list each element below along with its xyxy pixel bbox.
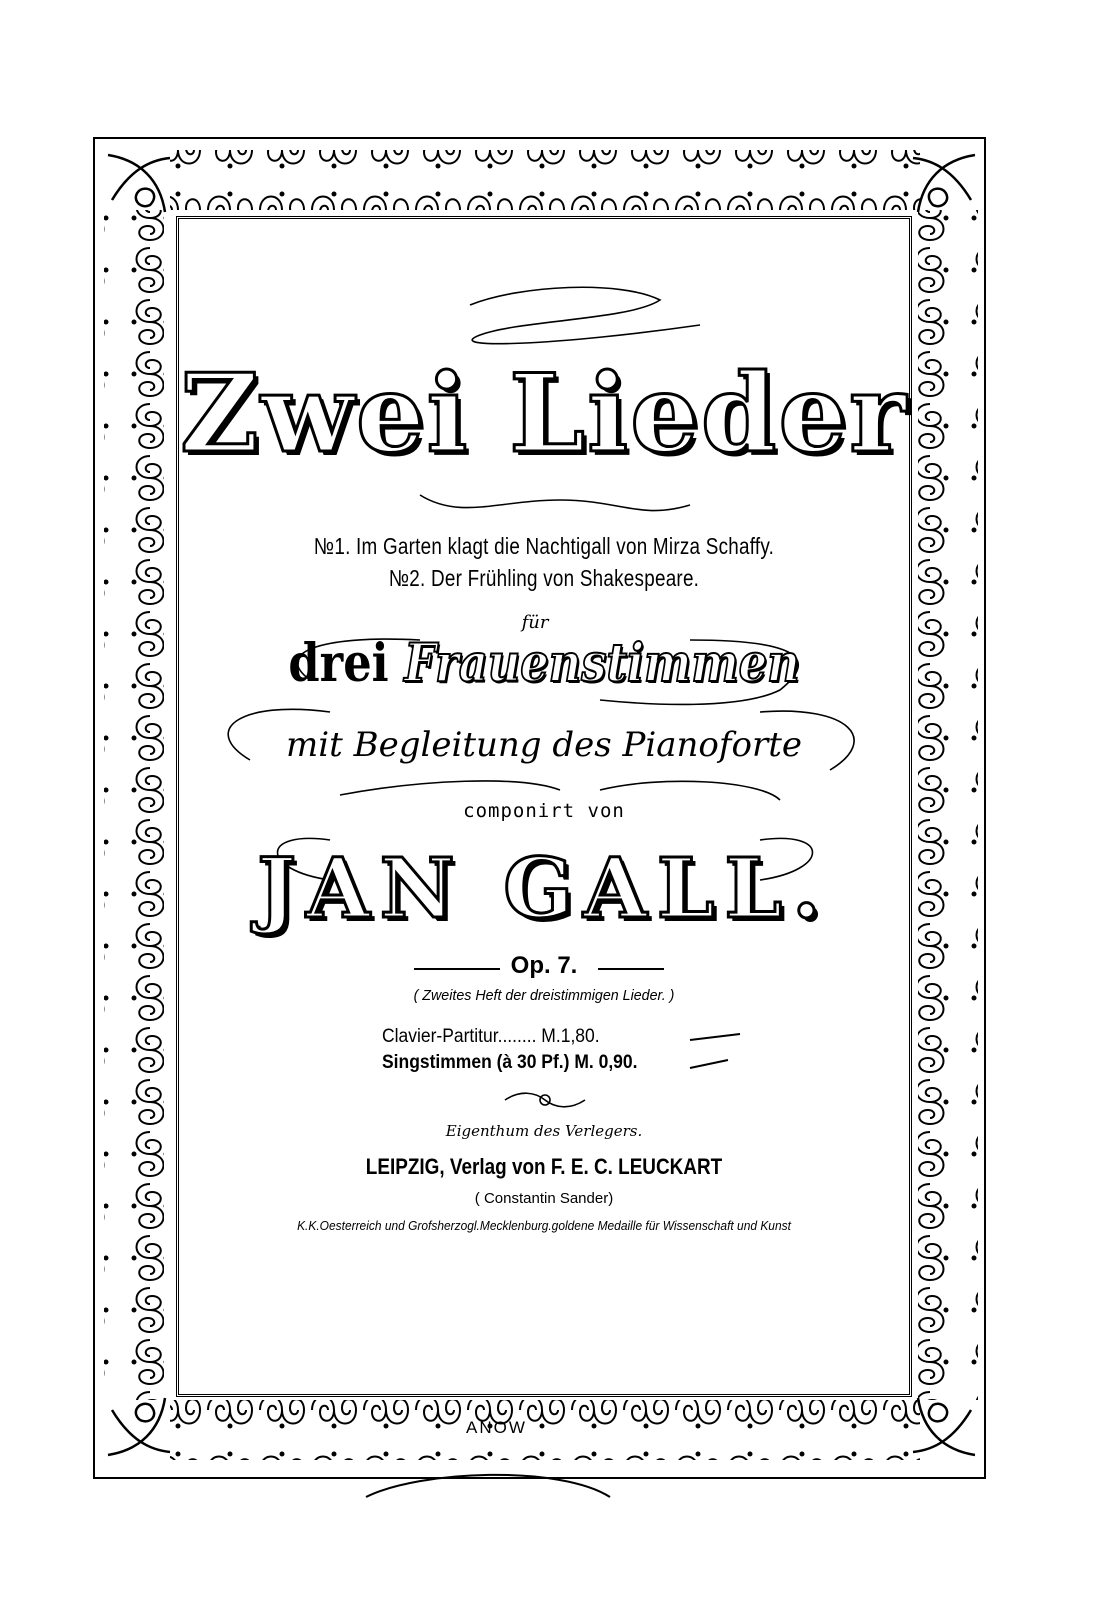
publisher: LEIPZIG, Verlag von F. E. C. LEUCKART: [365, 1154, 723, 1179]
accompaniment: mit Begleitung des Pianoforte: [286, 725, 802, 765]
stamp-arc: [366, 1475, 610, 1497]
property-note: Eigenthum des Verlegers.: [445, 1122, 643, 1140]
title: Zwei Lieder: [180, 351, 908, 477]
price-piano-score: Clavier-Partitur........ M.1,80.: [382, 1026, 600, 1047]
composed-by: componirt von: [463, 800, 625, 822]
composer-name: JAN GALL.: [257, 841, 831, 937]
publisher-sub: ( Constantin Sander): [474, 1190, 614, 1207]
opus-number: Op. 7.: [510, 952, 578, 979]
medal-note: K.K.Oesterreich und Grofsherzogl.Mecklenburg.goldene Medaille für Wissenschaft und Kunst: [297, 1218, 791, 1233]
library-stamp: ANOW: [466, 1418, 527, 1437]
price-vocal-parts: Singstimmen (à 30 Pf.) M. 0,90.: [382, 1052, 638, 1073]
song-1: №1. Im Garten klagt die Nachtigall von Mirza Schaffy.: [313, 533, 775, 559]
voices-decorated: Frauenstimmen: [404, 633, 800, 694]
song-2: №2. Der Frühling von Shakespeare.: [388, 565, 700, 591]
for-label: für: [521, 612, 549, 633]
voices-line: [228, 633, 861, 694]
voices-plain: drei: [288, 633, 405, 694]
series-note: ( Zweites Heft der dreistimmigen Lieder. ): [413, 987, 675, 1004]
